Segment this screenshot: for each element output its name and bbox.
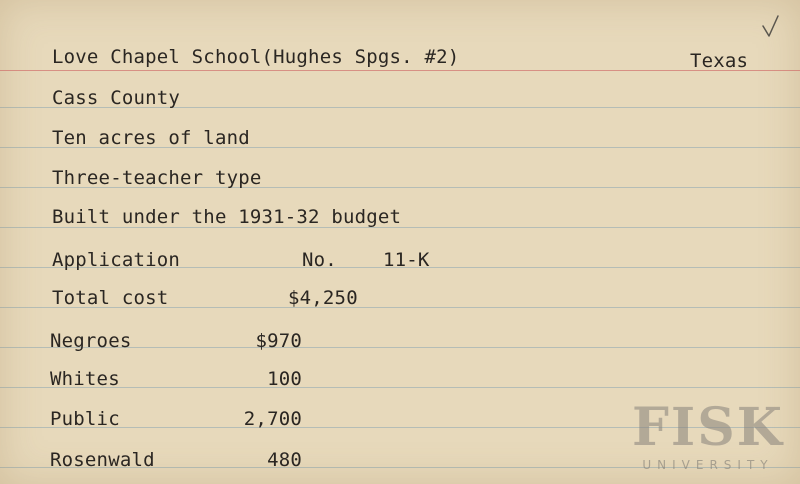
application-no-label: No.	[302, 249, 337, 271]
budget-note: Built under the 1931-32 budget	[52, 206, 402, 228]
state-label: Texas	[690, 50, 749, 72]
contribution-label: Public	[50, 408, 120, 430]
checkmark-icon	[760, 14, 782, 40]
watermark-name: FISK	[632, 397, 784, 458]
school-type: Three-teacher type	[52, 167, 262, 189]
contribution-amount: 480	[267, 449, 302, 471]
total-cost-label: Total cost	[52, 287, 169, 309]
land-description: Ten acres of land	[52, 127, 250, 149]
watermark-subtitle: UNIVERSITY	[642, 458, 774, 472]
application-label: Application	[52, 249, 181, 271]
application-number: 11-K	[383, 249, 430, 271]
total-cost-value: $4,250	[288, 287, 358, 309]
contribution-amount: $970	[255, 330, 302, 352]
school-title: Love Chapel School(Hughes Spgs. #2)	[52, 46, 460, 68]
contribution-amount: 100	[267, 368, 302, 390]
contribution-label: Negroes	[50, 330, 132, 352]
fisk-university-watermark	[622, 397, 794, 480]
contribution-amount: 2,700	[243, 408, 302, 430]
county: Cass County	[52, 87, 181, 109]
contribution-label: Rosenwald	[50, 449, 155, 471]
contribution-label: Whites	[50, 368, 120, 390]
red-margin-line	[0, 70, 800, 71]
